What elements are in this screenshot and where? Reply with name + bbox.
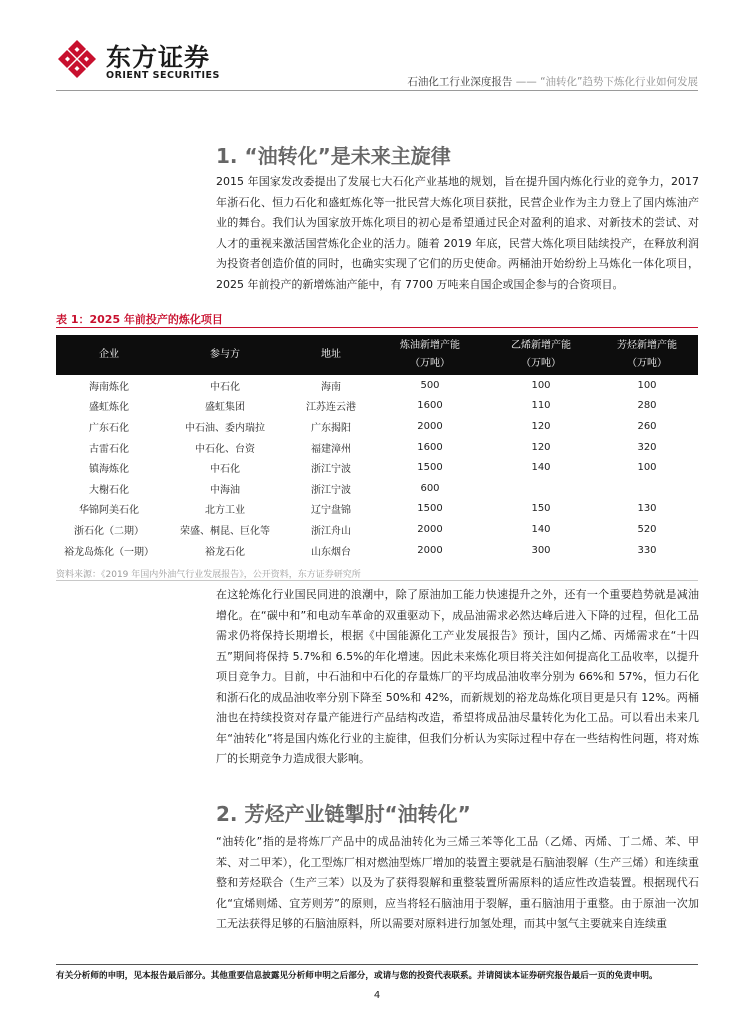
table-cell: 浙江宁波 (311, 464, 351, 476)
table-cell: 华锦阿美石化 (79, 505, 139, 517)
table-cell: 浙江宁波 (311, 484, 351, 496)
table-cell: 280 (637, 400, 657, 412)
footer-rule (56, 964, 698, 965)
header-separator: —— (512, 76, 541, 88)
table-cell: 110 (531, 400, 551, 412)
header-rule (56, 90, 698, 91)
table-cell: 盛虹炼化 (89, 402, 129, 414)
table-cell: 140 (531, 462, 551, 474)
table-cell: 300 (531, 544, 551, 556)
projects-table (56, 335, 698, 560)
table-cell: 中海油 (210, 484, 240, 496)
table-cell: 1500 (417, 462, 443, 474)
table-cell: 100 (637, 462, 657, 474)
table-cell: 山东烟台 (311, 546, 351, 558)
logo-name-cn: 东方证券 (106, 43, 211, 72)
section-1-paragraph (216, 172, 699, 295)
table-header-cell: 炼油新增产能 （万吨） (400, 340, 460, 369)
table-cell: 江苏连云港 (306, 402, 356, 414)
table-cell: 福建漳州 (311, 443, 351, 455)
table-row (56, 375, 698, 396)
table-cell: 130 (637, 503, 657, 515)
logo-name-en: ORIENT SECURITIES (106, 70, 220, 81)
table-source: 资料来源：《2019 年国内外油气行业发展报告》，公开资料，东方证券研究所 (56, 570, 361, 580)
table-cell: 600 (420, 482, 440, 494)
table-cell: 1600 (417, 400, 443, 412)
table-cell: 330 (637, 544, 657, 556)
section-2-title: 2. 芳烃产业链掣肘“油转化” (216, 802, 471, 826)
table-cell: 荣盛、桐昆、巨化等 (180, 525, 270, 537)
table-header-row (56, 335, 698, 375)
table-header-cell: 参与方 (210, 349, 240, 360)
table-cell: 1500 (417, 503, 443, 515)
table-cell: 260 (637, 420, 657, 432)
page-number: 4 (373, 990, 381, 1001)
table-cell: 320 (637, 441, 657, 453)
table-cell: 140 (531, 523, 551, 535)
table-caption: 表 1：2025 年前投产的炼化项目 (56, 313, 223, 326)
table-cell: 中石化、台资 (195, 443, 255, 455)
table-cell: 120 (531, 441, 551, 453)
footer-disclaimer: 有关分析师的申明，见本报告最后部分。其他重要信息披露见分析师申明之后部分，或请与您的投资代表联系。并请阅读本证券研究报告最后一页的免责申明。 (56, 971, 658, 981)
table-cell: 海南炼化 (89, 381, 129, 393)
table-cell: 中石化 (210, 464, 240, 476)
table-cell: 盛虹集团 (205, 402, 245, 414)
table-cell: 2000 (417, 420, 443, 432)
table-cell: 2000 (417, 544, 443, 556)
table-cell: 广东石化 (89, 422, 129, 434)
table-header-cell: 乙烯新增产能 （万吨） (511, 340, 571, 369)
table-row (56, 478, 698, 499)
table-cell: 2000 (417, 523, 443, 535)
table-cell: 120 (531, 420, 551, 432)
table-row (56, 499, 698, 520)
table-cell: 1600 (417, 441, 443, 453)
table-cell: 广东揭阳 (311, 422, 351, 434)
table-cell (596, 478, 698, 499)
section-2-text: “油转化”指的是将炼厂产品中的成品油转化为三烯三苯等化工品（乙烯、丙烯、丁二烯、苯、甲苯、对二甲苯），化工型炼厂相对燃油型炼厂增加的装置主要就是石脑油裂解（生产三烯）和连续重整和芳烃联合（生产三苯）以及为了获得裂解和重整装置所需原料的适应性改造装置。根据现代石化“宜烯则烯、宜芳则芳”的原则，应当将轻石脑油用于裂解，重石脑油用于重整。由于原油一次加工无法获得足够的石脑油原料，所以需要对原料进行加氢处理，而其中氢气主要就来自连续重 (216, 835, 699, 930)
section-1-text: 2015 年国家发改委提出了发展七大石化产业基地的规划，旨在提升国内炼化行业的竞争力，2017 年浙石化、恒力石化和盛虹炼化等一批民营大炼化项目获批，民营企业作为主力登上了国内炼油产业的舞台。我们认为国家放开炼化项目的初心是希望通过民企对盈利的追求、对新技术的尝试、对人才的重视来激活国营炼化企业的活力。随着 2019 年底，民营大炼化项目陆续投产，在释放利润为投资者创造价值的同时，也确实实现了它们的历史使命。两桶油开始纷纷上马炼化一体化项目，2025 年前投产的新增炼油产能中，有 7700 万吨来自国企或国企参与的合资项目。 (216, 175, 699, 291)
table-source-rule (56, 580, 698, 581)
section-2-paragraph (216, 832, 699, 935)
table-row (56, 519, 698, 540)
table-header-cell: 地址 (321, 349, 341, 360)
company-logo (56, 36, 226, 86)
table-cell: 北方工业 (205, 505, 245, 517)
paragraph-2 (216, 585, 699, 770)
table-cell: 古雷石化 (89, 443, 129, 455)
table-cell: 浙石化（二期） (74, 525, 144, 537)
table-cell: 中石化 (210, 381, 240, 393)
table-cell: 裕龙岛炼化（一期） (64, 546, 154, 558)
section-1-title: 1. “油转化”是未来主旋律 (216, 144, 451, 168)
table-cell: 裕龙石化 (205, 546, 245, 558)
table-cell: 100 (531, 379, 551, 391)
table-row (56, 416, 698, 437)
report-title: “油转化”趋势下炼化行业如何发展 (540, 76, 698, 88)
table-cell: 中石油、委内瑞拉 (185, 422, 265, 434)
table-cell: 520 (637, 523, 657, 535)
table-cell: 大榭石化 (89, 484, 129, 496)
table-cell (486, 478, 596, 499)
table-header-cell: 企业 (99, 349, 119, 360)
table-cell: 镇海炼化 (89, 464, 129, 476)
table-cell: 浙江舟山 (311, 525, 351, 537)
orient-logo-icon (56, 38, 98, 80)
table-row (56, 540, 698, 561)
table-caption-rule (56, 327, 698, 328)
report-header-title (407, 74, 698, 89)
table-row (56, 396, 698, 417)
table-cell: 500 (420, 379, 440, 391)
table-header-cell: 芳烃新增产能 （万吨） (617, 340, 677, 369)
paragraph-2-text: 在这轮炼化行业国民同进的浪潮中，除了原油加工能力快速提升之外，还有一个重要趋势就是减油增化。在“碳中和”和电动车革命的双重驱动下，成品油需求必然达峰后进入下降的过程，但化工品需求仍将保持长期增长，根据《中国能源化工产业发展报告》预计，国内乙烯、丙烯需求在“十四五”期间将保持 5.7%和 6.5%的年化增速。因此未来炼化项目将关注如何提高化工品收率，以提升项目竞争力。目前，中石油和中石化的存量炼厂的平均成品油收率分别为 66%和 57%，恒力石化和浙石化的成品油收率分别下降至 50%和 42%，而新规划的裕龙岛炼化项目更是只有 12%。两桶油也在持续投资对存量产能进行产品结构改造，希望将成品油尽量转化为化工品。可以看出未来几年“油转化”将是国内炼化行业的主旋律，但我们分析认为实际过程中存在一些结构性问题，将对炼厂的长期竞争力造成很大影响。 (216, 588, 699, 765)
table-cell: 辽宁盘锦 (311, 505, 351, 517)
table-cell: 海南 (321, 381, 341, 393)
table-row (56, 437, 698, 458)
table-row (56, 457, 698, 478)
table-cell: 150 (531, 503, 551, 515)
report-type: 石油化工行业深度报告 (407, 76, 513, 88)
table-cell: 100 (637, 379, 657, 391)
